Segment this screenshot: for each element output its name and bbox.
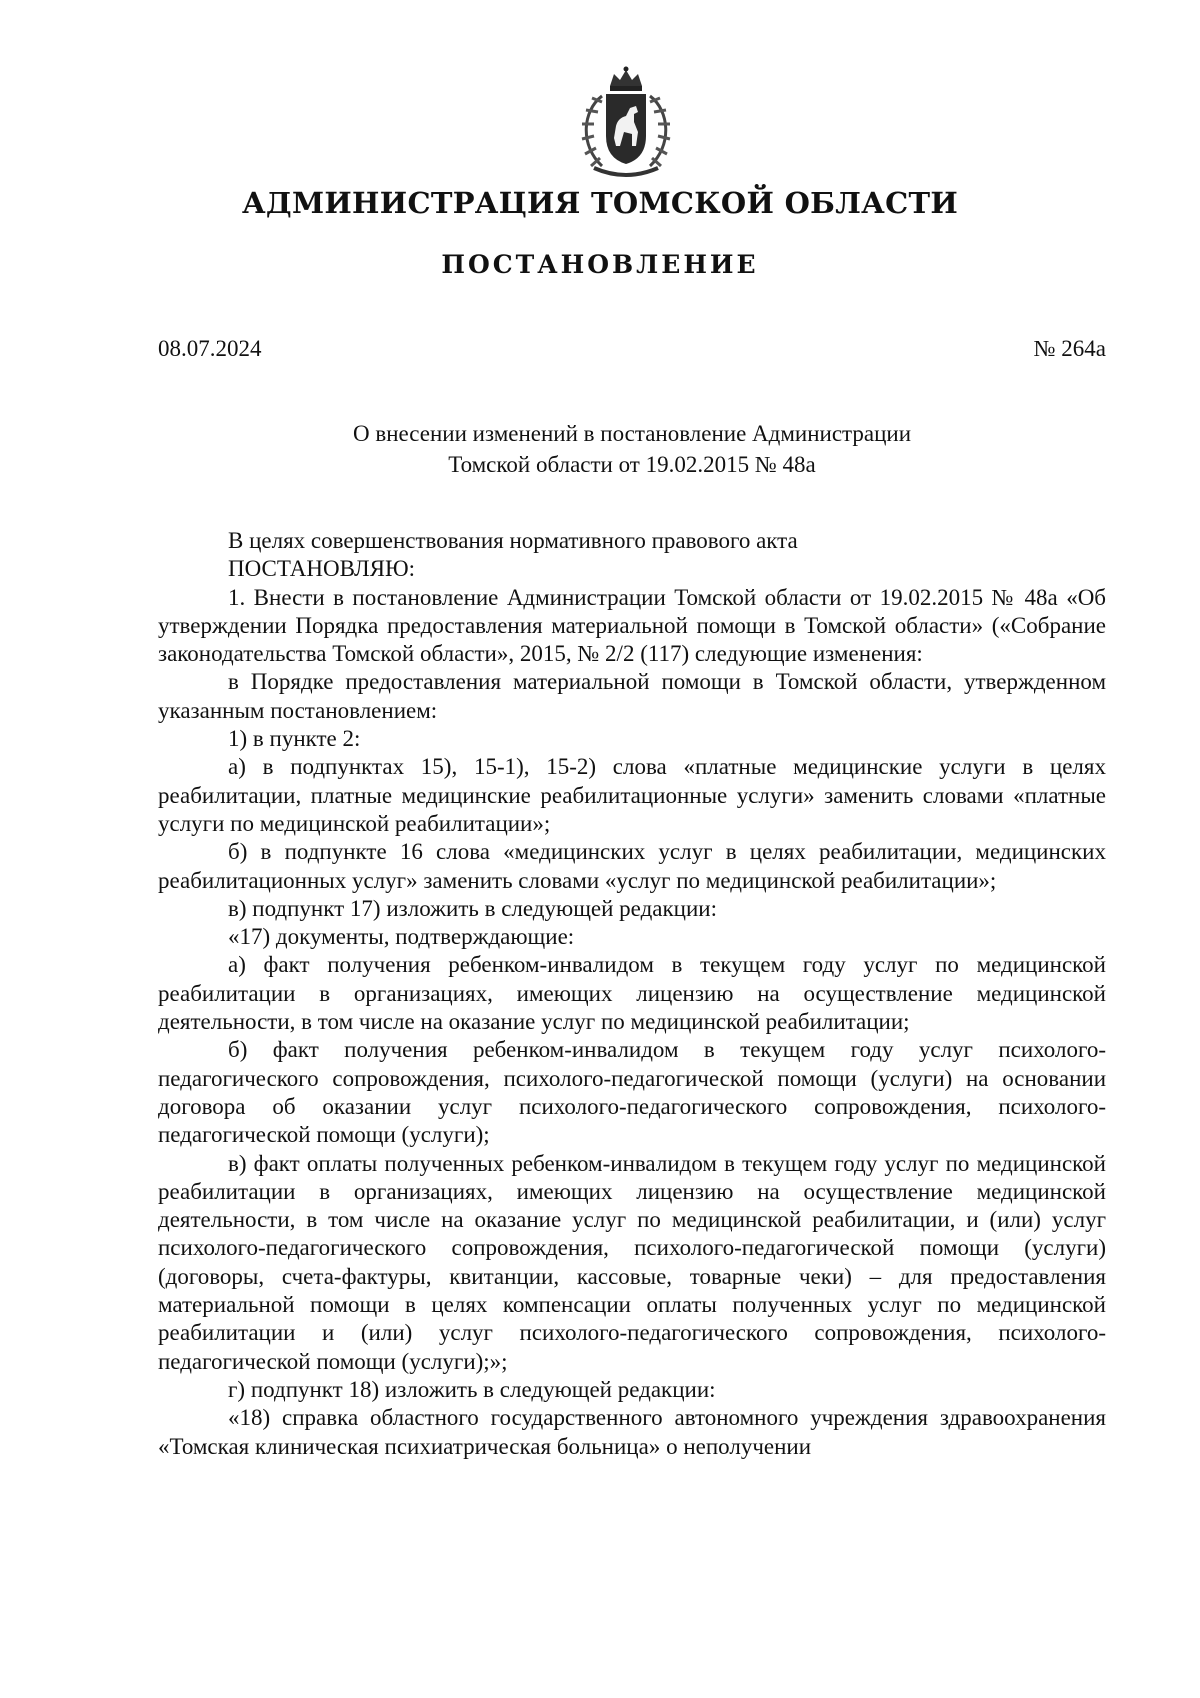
subject-line: Томской области от 19.02.2015 № 48а <box>448 452 816 477</box>
document-number: № 264а <box>1033 336 1106 361</box>
document-type-title: ПОСТАНОВЛЕНИЕ <box>441 250 759 279</box>
body-paragraph: б) в подпункте 16 слова «медицинских услуг в целях реабилитации, медицинских реабилитационных услуг» заменить словами «услуг по медицинской реабилитации»; <box>158 839 1106 893</box>
body-paragraph: в Порядке предоставления материальной помощи в Томской области, утвержденном указанным постановлением: <box>158 669 1106 723</box>
body-paragraph: а) в подпунктах 15), 15-1), 15-2) слова «платные медицинские услуги в целях реабилитации, платные медицинские реабилитационные услуги» заменить словами «платные услуги по медицинской реабилитации»; <box>158 754 1106 836</box>
body-paragraph: в) подпункт 17) изложить в следующей редакции: <box>228 895 717 921</box>
body-paragraph: б) факт получения ребенком-инвалидом в текущем году услуг психолого-педагогического сопровождения, психолого-педагогической помощи (услуги) на основании договора об оказании услуг психолого-педагогического сопровождения, психолого-педагогической помощи (услуги); <box>158 1037 1106 1148</box>
document-subject <box>158 418 1106 480</box>
preamble-paragraph: В целях совершенствования нормативного правового акта <box>228 528 798 553</box>
organization-title: АДМИНИСТРАЦИЯ ТОМСКОЙ ОБЛАСТИ <box>241 186 959 220</box>
document-date: 08.07.2024 <box>158 336 262 361</box>
body-paragraph: 1) в пункте 2: <box>228 726 361 752</box>
body-paragraph: в) факт оплаты полученных ребенком-инвалидом в текущем году услуг по медицинской реабилитации в организациях, имеющих лицензию на осуществление медицинской деятельности, в том числе на оказание услуг по медицинской реабилитации, и (или) услуг психолого-педагогического сопровождения, психолого-педагогической помощи (услуги) (договоры, счета-фактуры, квитанции, кассовые, товарные чеки) – для предоставления материальной помощи в целях компенсации оплаты полученных услуг по медицинской реабилитации и (или) услуг психолого-педагогического сопровождения, психолого-педагогической помощи (услуги);»; <box>158 1150 1106 1374</box>
document-body <box>158 527 1106 1461</box>
body-paragraph: «18) справка областного государственного автономного учреждения здравоохранения «Томская клиническая психиатрическая больница» о неполучении <box>158 1405 1106 1459</box>
body-paragraph: г) подпункт 18) изложить в следующей редакции: <box>228 1376 716 1402</box>
resolve-heading: ПОСТАНОВЛЯЮ: <box>228 556 416 582</box>
tomsk-region-coat-of-arms-icon <box>572 66 680 180</box>
body-paragraph: а) факт получения ребенком-инвалидом в текущем году услуг по медицинской реабилитации в организациях, имеющих лицензию на осуществление медицинской деятельности, в том числе на оказание услуг по медицинской реабилитации; <box>158 952 1106 1035</box>
body-paragraph: 1. Внести в постановление Администрации Томской области от 19.02.2015 № 48а «Об утверждении Порядка предоставления материальной помощи в Томской области» («Собрание законодательства Томской области», 2015, № 2/2 (117) следующие изменения: <box>158 584 1106 667</box>
subject-line: О внесении изменений в постановление Администрации <box>352 421 912 446</box>
body-paragraph: «17) документы, подтверждающие: <box>228 924 575 950</box>
